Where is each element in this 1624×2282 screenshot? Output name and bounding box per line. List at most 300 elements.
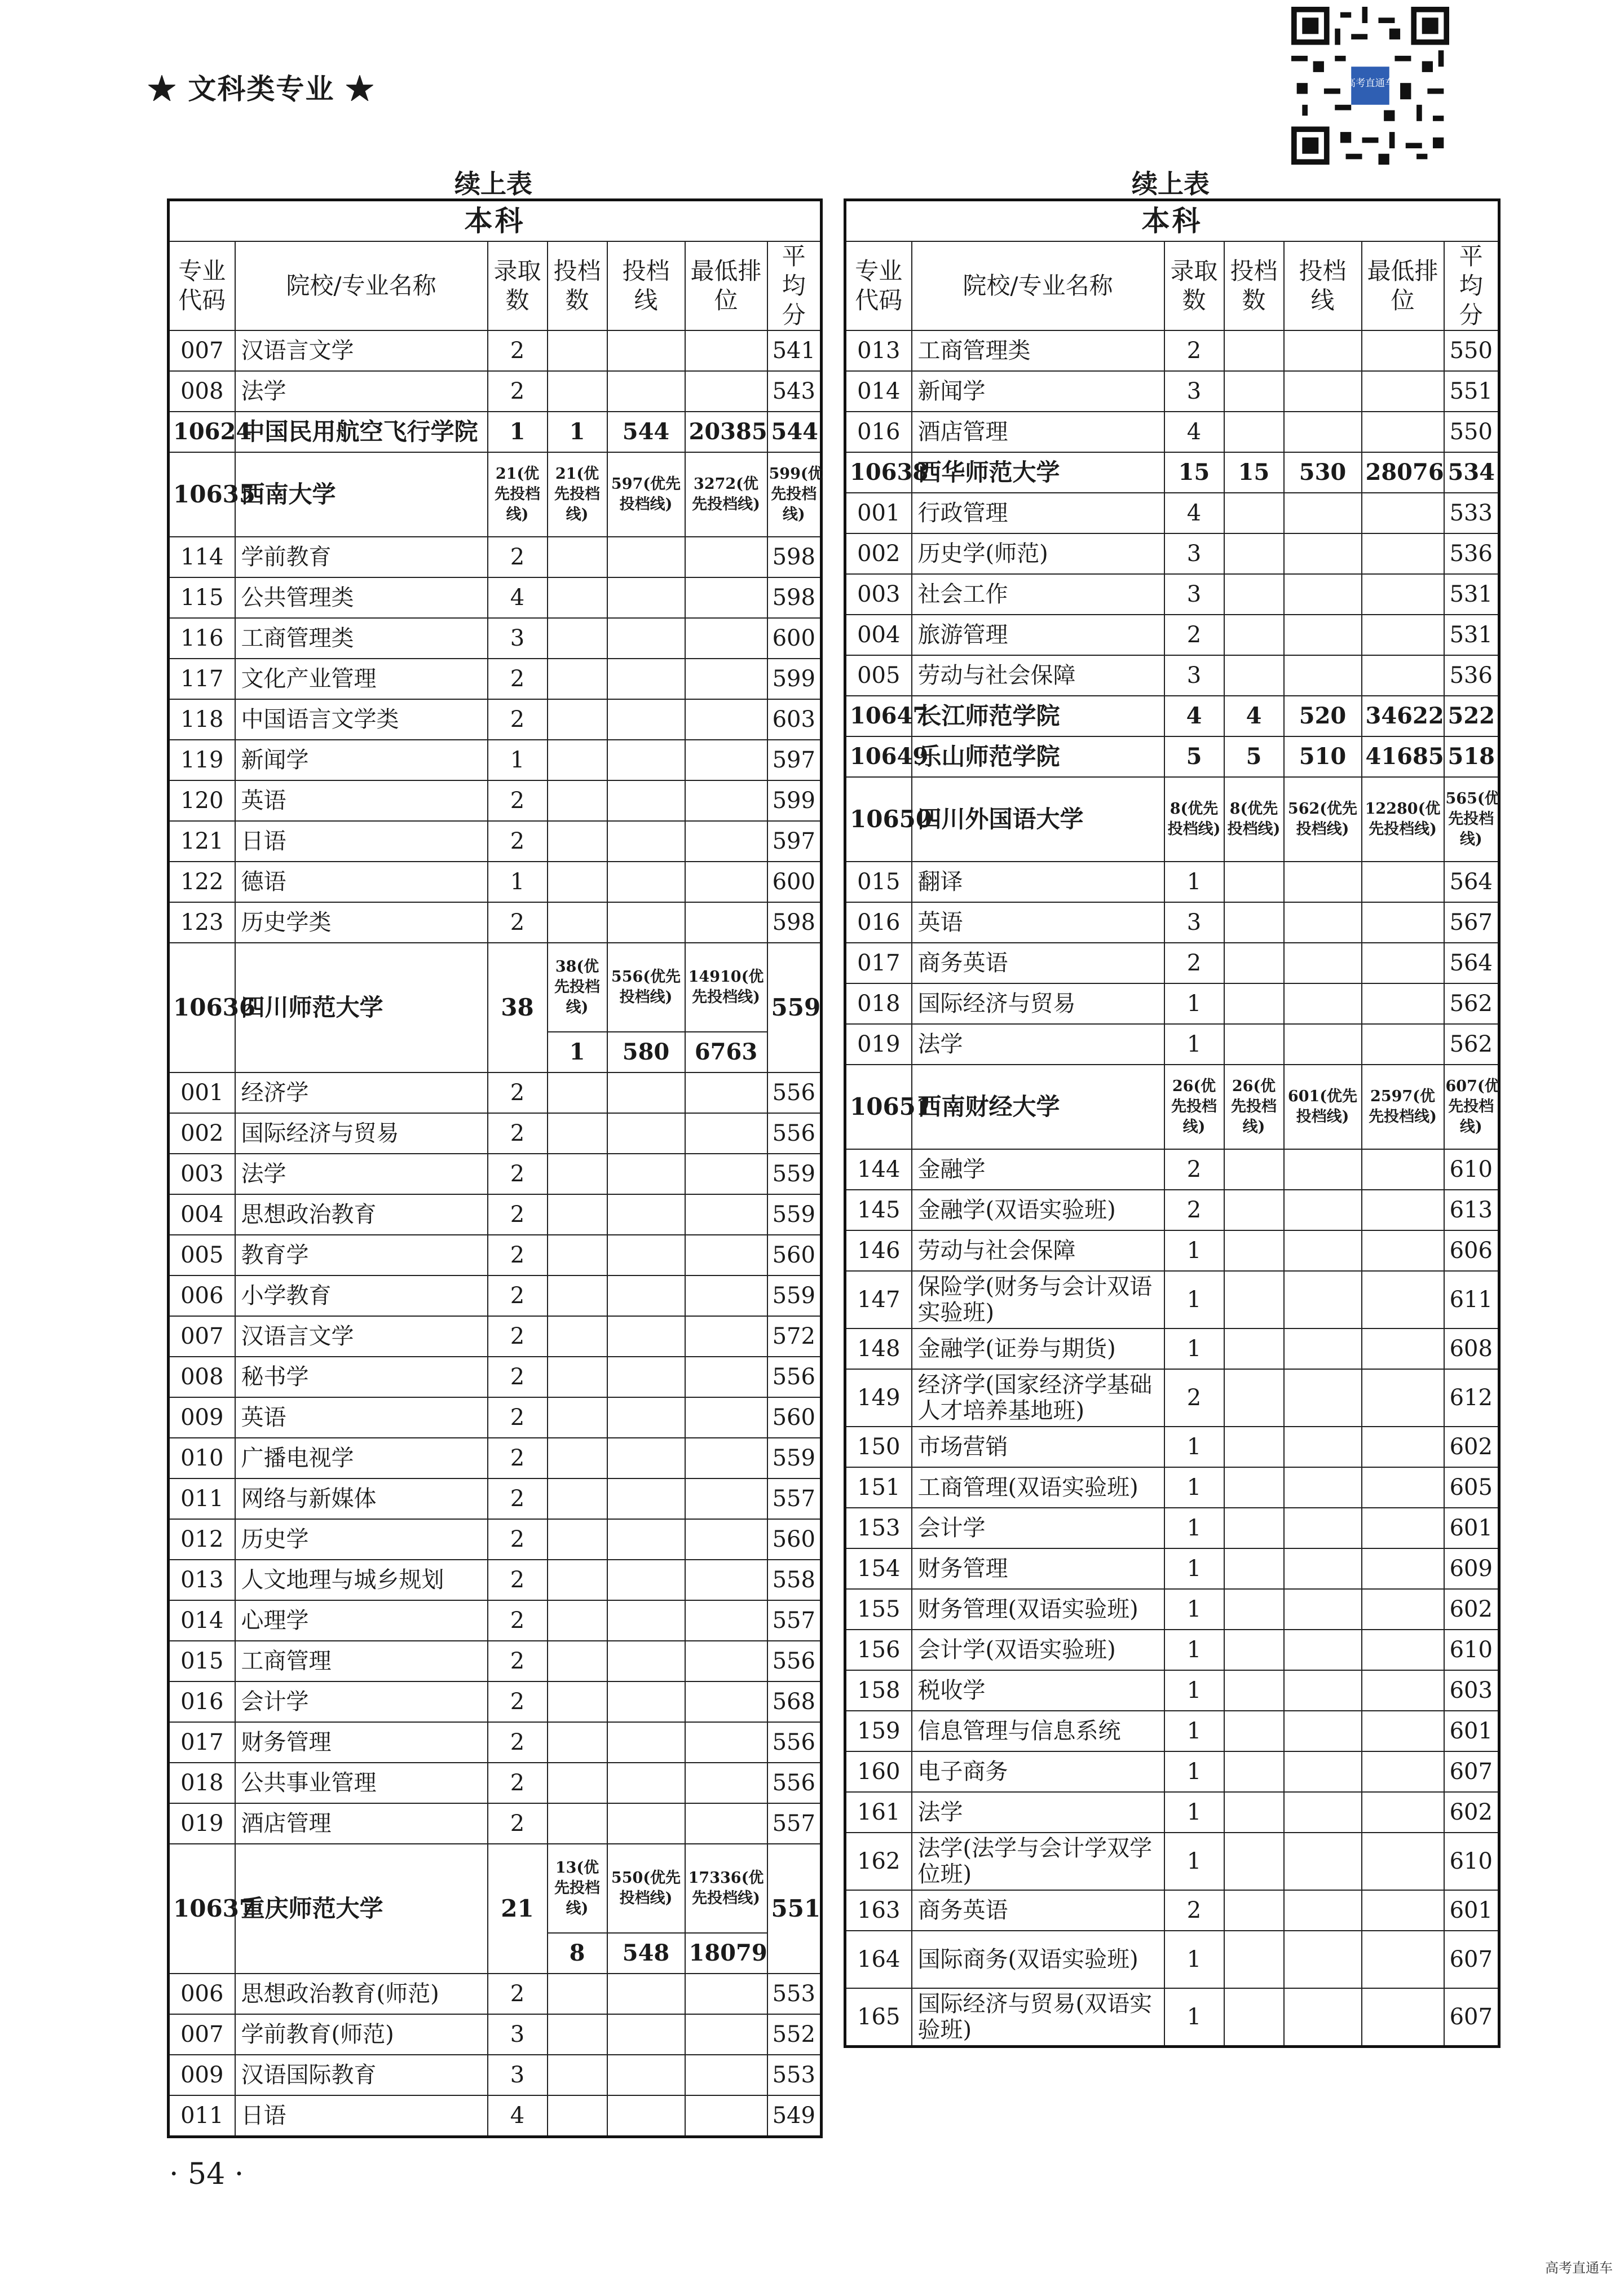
admit-count: 1	[1164, 1630, 1224, 1670]
toudang-line	[1284, 983, 1362, 1024]
admit-count: 4	[1164, 412, 1224, 452]
major-code: 019	[169, 1803, 235, 1844]
min-rank	[685, 1974, 767, 2014]
major-code: 017	[169, 1722, 235, 1763]
major-name: 商务英语	[912, 1890, 1164, 1931]
toudang-count	[1224, 862, 1284, 902]
min-rank	[685, 1681, 767, 1722]
col-header-toudang: 投档数	[1224, 241, 1284, 330]
major-code: 123	[169, 902, 235, 943]
major-row	[845, 1711, 1499, 1751]
col-header-code: 专业代码	[169, 241, 235, 330]
admit-count: 2	[1164, 615, 1224, 655]
major-name: 法学(法学与会计学双学位班)	[912, 1833, 1164, 1890]
major-name: 汉语言文学	[235, 330, 488, 371]
avg-score: 598	[767, 902, 822, 943]
major-code: 004	[169, 1194, 235, 1235]
major-name: 财务管理	[912, 1548, 1164, 1589]
school-code: 10650	[845, 777, 912, 862]
admit-count: 2	[488, 1316, 548, 1357]
left-table-panel	[167, 169, 823, 2138]
toudang-line	[1284, 574, 1362, 615]
toudang-count	[1224, 1149, 1284, 1190]
major-code: 144	[845, 1149, 912, 1190]
admit-count: 2	[488, 1235, 548, 1275]
major-code: 160	[845, 1751, 912, 1792]
major-code: 016	[169, 1681, 235, 1722]
avg-score: 557	[767, 1478, 822, 1519]
school-code: 10636	[169, 943, 235, 1072]
toudang-line	[607, 2014, 685, 2055]
admit-count: 2	[488, 1397, 548, 1438]
toudang-line	[1284, 1589, 1362, 1630]
major-name: 秘书学	[235, 1357, 488, 1397]
min-rank	[685, 699, 767, 740]
toudang-line: 601(优先投档线)	[1284, 1065, 1362, 1149]
major-code: 154	[845, 1548, 912, 1589]
major-name: 中国语言文学类	[235, 699, 488, 740]
avg-score: 556	[767, 1113, 822, 1154]
avg-score: 536	[1444, 533, 1499, 574]
toudang-count: 15	[1224, 452, 1284, 493]
major-name: 历史学类	[235, 902, 488, 943]
toudang-line	[607, 2095, 685, 2137]
toudang-count	[1224, 1190, 1284, 1230]
toudang-line	[1284, 1792, 1362, 1833]
min-rank	[685, 1722, 767, 1763]
min-rank	[1362, 862, 1444, 902]
school-code: 10637	[169, 1844, 235, 1974]
toudang-line: 544	[607, 412, 685, 452]
admit-count: 1	[1164, 1467, 1224, 1508]
qr-code-icon	[1291, 7, 1449, 165]
toudang-line	[1284, 1369, 1362, 1427]
min-rank	[1362, 1271, 1444, 1328]
major-row	[845, 574, 1499, 615]
major-code: 003	[845, 574, 912, 615]
toudang-count	[548, 821, 607, 862]
avg-score: 531	[1444, 574, 1499, 615]
avg-score: 564	[1444, 943, 1499, 983]
major-row	[845, 943, 1499, 983]
major-row	[169, 1974, 822, 2014]
major-code: 121	[169, 821, 235, 862]
min-rank: 34622	[1362, 696, 1444, 736]
admit-count: 2	[488, 1357, 548, 1397]
avg-score: 556	[767, 1641, 822, 1681]
major-row	[169, 1803, 822, 1844]
major-code: 145	[845, 1190, 912, 1230]
major-code: 019	[845, 1024, 912, 1065]
min-rank	[1362, 1890, 1444, 1931]
major-name: 英语	[235, 1397, 488, 1438]
toudang-line	[1284, 371, 1362, 412]
major-code: 013	[845, 330, 912, 371]
avg-score: 556	[767, 1763, 822, 1803]
major-name: 广播电视学	[235, 1438, 488, 1478]
toudang-count	[1224, 1711, 1284, 1751]
major-code: 120	[169, 780, 235, 821]
avg-score: 603	[1444, 1670, 1499, 1711]
min-rank	[685, 330, 767, 371]
toudang-count	[548, 2055, 607, 2095]
major-name: 汉语国际教育	[235, 2055, 488, 2095]
major-name: 行政管理	[912, 493, 1164, 533]
avg-score: 552	[767, 2014, 822, 2055]
col-header-line: 投档线	[1284, 241, 1362, 330]
major-name: 英语	[912, 902, 1164, 943]
major-row	[169, 1519, 822, 1560]
admit-count: 1	[1164, 1670, 1224, 1711]
toudang-count	[548, 1600, 607, 1641]
min-rank	[685, 2055, 767, 2095]
major-name: 金融学(证券与期货)	[912, 1328, 1164, 1369]
toudang-line	[1284, 1711, 1362, 1751]
right-continued-caption: 续上表	[1132, 169, 1210, 199]
major-name: 网络与新媒体	[235, 1478, 488, 1519]
major-name: 小学教育	[235, 1275, 488, 1316]
admit-count: 3	[1164, 371, 1224, 412]
toudang-count	[1224, 574, 1284, 615]
min-rank	[685, 618, 767, 659]
col-header-admit: 录取数	[488, 241, 548, 330]
toudang-count	[548, 699, 607, 740]
avg-score: 602	[1444, 1792, 1499, 1833]
admit-count: 4	[488, 577, 548, 618]
avg-score: 613	[1444, 1190, 1499, 1230]
major-row	[169, 699, 822, 740]
avg-score: 533	[1444, 493, 1499, 533]
toudang-line-priority: 556(优先投档线)	[607, 943, 685, 1032]
major-row	[845, 1427, 1499, 1467]
major-row	[845, 862, 1499, 902]
major-name: 历史学(师范)	[912, 533, 1164, 574]
major-row	[845, 1190, 1499, 1230]
toudang-count	[1224, 1670, 1284, 1711]
min-rank	[1362, 533, 1444, 574]
avg-score: 600	[767, 618, 822, 659]
min-rank	[685, 902, 767, 943]
major-code: 016	[845, 412, 912, 452]
major-row	[845, 1751, 1499, 1792]
toudang-line	[607, 537, 685, 577]
min-rank	[685, 659, 767, 699]
admit-count: 21	[488, 1844, 548, 1974]
major-code: 155	[845, 1589, 912, 1630]
toudang-count	[1224, 983, 1284, 1024]
major-name: 工商管理类	[912, 330, 1164, 371]
min-rank	[685, 1072, 767, 1113]
toudang-count	[1224, 1369, 1284, 1427]
toudang-count	[548, 1722, 607, 1763]
major-code: 115	[169, 577, 235, 618]
major-code: 001	[169, 1072, 235, 1113]
major-code: 163	[845, 1890, 912, 1931]
category-header: ★ 文科类专业 ★	[148, 72, 375, 105]
avg-score: 556	[767, 1072, 822, 1113]
toudang-line	[607, 1803, 685, 1844]
min-rank: 20385	[685, 412, 767, 452]
min-rank	[1362, 1508, 1444, 1548]
toudang-count	[1224, 1548, 1284, 1589]
avg-score: 610	[1444, 1149, 1499, 1190]
page-number: · 54 ·	[169, 2157, 244, 2191]
toudang-count	[548, 1763, 607, 1803]
major-row	[845, 1931, 1499, 1988]
major-name: 公共事业管理	[235, 1763, 488, 1803]
admit-count: 1	[1164, 1711, 1224, 1751]
toudang-count	[1224, 943, 1284, 983]
toudang-count	[548, 1235, 607, 1275]
admit-count: 2	[488, 1519, 548, 1560]
major-row	[169, 1072, 822, 1113]
major-code: 011	[169, 2095, 235, 2137]
avg-score: 560	[767, 1397, 822, 1438]
avg-score: 518	[1444, 736, 1499, 777]
avg-score: 551	[767, 1844, 822, 1974]
min-rank	[685, 821, 767, 862]
admit-count: 3	[488, 2014, 548, 2055]
admit-count: 2	[488, 537, 548, 577]
avg-score: 597	[767, 740, 822, 780]
avg-score: 612	[1444, 1369, 1499, 1427]
major-row	[845, 615, 1499, 655]
major-name: 教育学	[235, 1235, 488, 1275]
school-name: 四川师范大学	[235, 943, 488, 1072]
major-name: 酒店管理	[912, 412, 1164, 452]
major-row	[169, 862, 822, 902]
major-row	[169, 1641, 822, 1681]
major-row	[169, 577, 822, 618]
toudang-line	[607, 780, 685, 821]
admit-count: 2	[1164, 1369, 1224, 1427]
toudang-count	[548, 330, 607, 371]
admit-count: 15	[1164, 452, 1224, 493]
min-rank	[1362, 1589, 1444, 1630]
school-name: 重庆师范大学	[235, 1844, 488, 1974]
min-rank-priority: 17336(优先投档线)	[685, 1844, 767, 1933]
min-rank: 3272(优先投档线)	[685, 452, 767, 537]
major-row	[169, 1722, 822, 1763]
admit-count: 2	[1164, 330, 1224, 371]
min-rank	[1362, 655, 1444, 696]
major-name: 日语	[235, 2095, 488, 2137]
avg-score: 607	[1444, 1751, 1499, 1792]
avg-score: 568	[767, 1681, 822, 1722]
admit-count: 2	[488, 1438, 548, 1478]
major-code: 007	[169, 2014, 235, 2055]
major-code: 008	[169, 371, 235, 412]
min-rank: 18079	[685, 1933, 767, 1974]
school-code: 10647	[845, 696, 912, 736]
toudang-count	[548, 1194, 607, 1235]
avg-score: 559	[767, 1438, 822, 1478]
toudang-line	[1284, 902, 1362, 943]
major-row	[169, 780, 822, 821]
admit-count: 1	[1164, 1328, 1224, 1369]
toudang-count	[1224, 1589, 1284, 1630]
major-code: 011	[169, 1478, 235, 1519]
major-row	[169, 1154, 822, 1194]
toudang-line	[607, 1316, 685, 1357]
toudang-count	[1224, 1751, 1284, 1792]
major-row	[845, 412, 1499, 452]
toudang-line	[607, 1113, 685, 1154]
major-row	[169, 371, 822, 412]
major-name: 工商管理(双语实验班)	[912, 1467, 1164, 1508]
school-row	[845, 777, 1499, 862]
min-rank: 41685	[1362, 736, 1444, 777]
major-name: 财务管理	[235, 1722, 488, 1763]
toudang-line: 510	[1284, 736, 1362, 777]
admit-count: 1	[488, 862, 548, 902]
admit-count: 2	[488, 821, 548, 862]
major-row	[845, 1670, 1499, 1711]
avg-score: 605	[1444, 1467, 1499, 1508]
major-name: 会计学	[235, 1681, 488, 1722]
major-code: 149	[845, 1369, 912, 1427]
avg-score: 598	[767, 537, 822, 577]
min-rank: 2597(优先投档线)	[1362, 1065, 1444, 1149]
min-rank-priority: 14910(优先投档线)	[685, 943, 767, 1032]
school-code: 10638	[845, 452, 912, 493]
major-row	[169, 2095, 822, 2137]
major-row	[169, 821, 822, 862]
toudang-line	[607, 1275, 685, 1316]
admit-count: 1	[1164, 983, 1224, 1024]
major-row	[845, 1792, 1499, 1833]
avg-score: 559	[767, 1154, 822, 1194]
avg-score: 553	[767, 2055, 822, 2095]
major-code: 114	[169, 537, 235, 577]
major-code: 159	[845, 1711, 912, 1751]
avg-score: 562	[1444, 983, 1499, 1024]
school-code: 10624	[169, 412, 235, 452]
admit-count: 2	[488, 1722, 548, 1763]
major-row	[169, 330, 822, 371]
col-header-toudang: 投档数	[548, 241, 607, 330]
major-name: 税收学	[912, 1670, 1164, 1711]
min-rank	[685, 740, 767, 780]
avg-score: 522	[1444, 696, 1499, 736]
major-row	[169, 2055, 822, 2095]
major-name: 思想政治教育	[235, 1194, 488, 1235]
major-code: 164	[845, 1931, 912, 1988]
major-code: 016	[845, 902, 912, 943]
major-name: 文化产业管理	[235, 659, 488, 699]
min-rank	[685, 1357, 767, 1397]
toudang-count	[1224, 533, 1284, 574]
toudang-count	[548, 902, 607, 943]
major-name: 电子商务	[912, 1751, 1164, 1792]
major-name: 金融学	[912, 1149, 1164, 1190]
admit-count: 4	[488, 2095, 548, 2137]
min-rank: 28076	[1362, 452, 1444, 493]
toudang-line	[607, 1235, 685, 1275]
major-code: 006	[169, 1275, 235, 1316]
avg-score: 557	[767, 1803, 822, 1844]
min-rank	[1362, 412, 1444, 452]
qr-label: 高考直通车	[1345, 77, 1395, 89]
major-code: 151	[845, 1467, 912, 1508]
school-code: 10635	[169, 452, 235, 537]
major-row	[845, 1988, 1499, 2047]
major-row	[845, 1271, 1499, 1328]
major-code: 153	[845, 1508, 912, 1548]
major-row	[845, 1890, 1499, 1931]
toudang-line	[607, 1560, 685, 1600]
avg-score: 609	[1444, 1548, 1499, 1589]
school-name: 西南大学	[235, 452, 488, 537]
major-name: 日语	[235, 821, 488, 862]
toudang-line	[607, 1763, 685, 1803]
school-row	[169, 452, 822, 537]
major-name: 劳动与社会保障	[912, 655, 1164, 696]
toudang-count	[548, 1641, 607, 1681]
toudang-line: 548	[607, 1933, 685, 1974]
min-rank	[1362, 1467, 1444, 1508]
major-name: 新闻学	[912, 371, 1164, 412]
major-row	[169, 1275, 822, 1316]
toudang-line	[1284, 1548, 1362, 1589]
school-row	[169, 412, 822, 452]
min-rank	[685, 1235, 767, 1275]
major-name: 财务管理(双语实验班)	[912, 1589, 1164, 1630]
toudang-count	[548, 862, 607, 902]
toudang-count: 8	[548, 1933, 607, 1974]
admit-count: 2	[1164, 1149, 1224, 1190]
major-name: 思想政治教育(师范)	[235, 1974, 488, 2014]
major-name: 学前教育(师范)	[235, 2014, 488, 2055]
major-name: 翻译	[912, 862, 1164, 902]
major-row	[845, 1149, 1499, 1190]
toudang-line	[607, 1974, 685, 2014]
admit-count: 1	[1164, 1271, 1224, 1328]
major-row	[169, 1397, 822, 1438]
major-row	[169, 1357, 822, 1397]
school-name: 西华师范大学	[912, 452, 1164, 493]
min-rank	[1362, 1931, 1444, 1988]
avg-score: 602	[1444, 1589, 1499, 1630]
min-rank	[685, 2014, 767, 2055]
avg-score: 559	[767, 1275, 822, 1316]
min-rank	[685, 1641, 767, 1681]
right-table-panel	[844, 169, 1498, 2048]
major-row	[845, 1467, 1499, 1508]
min-rank	[1362, 1230, 1444, 1271]
toudang-line	[1284, 1190, 1362, 1230]
toudang-count	[548, 1113, 607, 1154]
avg-score: 531	[1444, 615, 1499, 655]
avg-score: 603	[767, 699, 822, 740]
min-rank	[1362, 493, 1444, 533]
toudang-line	[1284, 862, 1362, 902]
toudang-line	[1284, 1427, 1362, 1467]
major-name: 法学	[235, 1154, 488, 1194]
major-name: 德语	[235, 862, 488, 902]
toudang-count	[1224, 1230, 1284, 1271]
toudang-count	[548, 1316, 607, 1357]
toudang-line	[607, 740, 685, 780]
avg-score: 564	[1444, 862, 1499, 902]
min-rank	[685, 1397, 767, 1438]
toudang-count	[548, 2095, 607, 2137]
col-header-admit: 录取数	[1164, 241, 1224, 330]
toudang-count	[1224, 1833, 1284, 1890]
major-code: 002	[169, 1113, 235, 1154]
major-row	[169, 1113, 822, 1154]
avg-score: 572	[767, 1316, 822, 1357]
